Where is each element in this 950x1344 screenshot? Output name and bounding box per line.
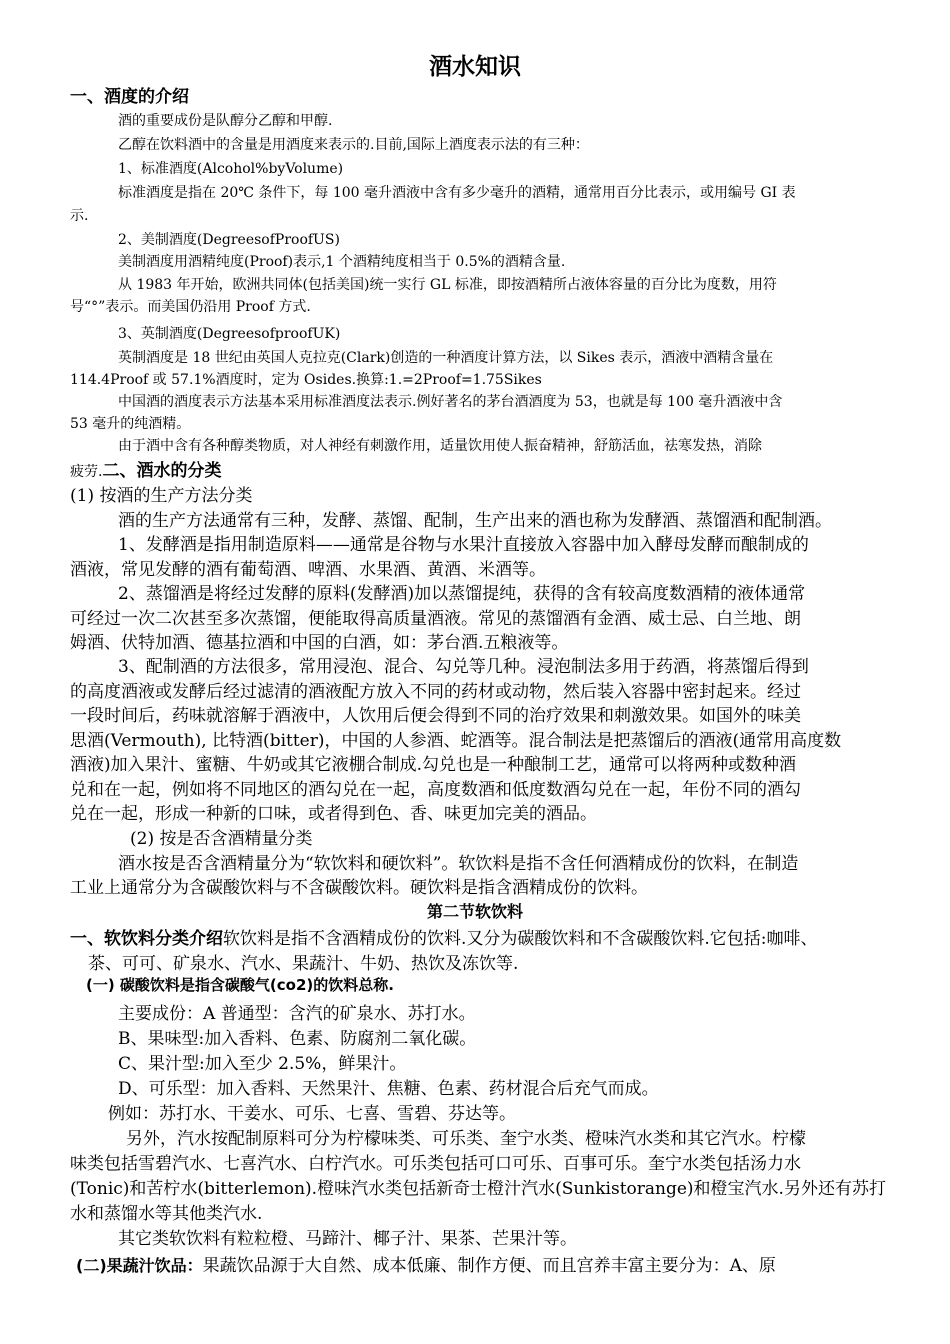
paragraph-line: 3、配制酒的方法很多，常用浸泡、混合、勾兑等几种。浸泡制法多用于药酒，将蒸馏后得到 xyxy=(118,657,809,677)
paragraph-line: 1、发酵酒是指用制造原料——通常是谷物与水果汁直接放入容器中加入酵母发酵而酿制成的 xyxy=(118,535,809,555)
paragraph-line: 酒的重要成份是队醇分乙醇和甲醇. xyxy=(118,113,333,129)
paragraph-line xyxy=(76,1251,910,1276)
subheading-fruit-vegetable-juice: (二)果蔬汁饮品： xyxy=(76,1256,203,1275)
paragraph-line: C、果汁型:加入至少 2.5%，鲜果汁。 xyxy=(118,1054,407,1074)
paragraph-line: 美制酒度用酒精纯度(Proof)表示,1 个酒精纯度相当于 0.5%的酒精含量. xyxy=(118,254,566,270)
paragraph-line: 酒液，常见发酵的酒有葡萄酒、啤酒、水果酒、黄酒、米酒等。 xyxy=(70,560,546,580)
paragraph-line: 茶、可可、矿泉水、汽水、果蔬汁、牛奶、热饮及冻饮等. xyxy=(88,954,519,974)
paragraph-line: 从 1983 年开始，欧洲共同体(包括美国)统一实行 GL 标准，即按酒精所占液体容量的百分比为度数，用符 xyxy=(118,277,777,293)
paragraph-line: 姆酒、伏特加酒、德基拉酒和中国的白酒，如：茅台酒.五粮液等。 xyxy=(70,633,569,653)
paragraph-line: 其它类软饮料有粒粒橙、马蹄汁、椰子汁、果茶、芒果汁等。 xyxy=(118,1229,577,1249)
subheading-production-method: (1) 按酒的生产方法分类 xyxy=(70,486,253,506)
paragraph-line: 1、标准酒度(Alcohol%byVolume) xyxy=(118,161,344,177)
paragraph-line: (Tonic)和苦柠水(bitterlemon).橙味汽水类包括新奇士橙汁汽水(Sunkistorange)和橙宝汽水.另外还有苏打 xyxy=(70,1179,886,1199)
paragraph-text: 果蔬饮品源于大自然、成本低廉、制作方便、而且宫养丰富主要分为：A、原 xyxy=(202,1256,776,1276)
paragraph-line: 工业上通常分为含碳酸饮料与不含碳酸饮料。硬饮料是指含酒精成份的饮料。 xyxy=(70,878,648,898)
section-heading-alcohol-degree: 一、酒度的介绍 xyxy=(70,87,189,107)
paragraph-tail: 疲劳. xyxy=(70,464,103,480)
paragraph-line: B、果味型:加入香料、色素、防腐剂二氧化碳。 xyxy=(118,1029,477,1049)
paragraph-line: 英制酒度是 18 世纪由英国人克拉克(Clark)创造的一种酒度计算方法，以 Sikes 表示，酒液中酒精含量在 xyxy=(118,350,774,366)
paragraph-line: 可经过一次二次甚至多次蒸馏，便能取得高质量酒液。常见的蒸馏酒有金酒、威士忌、白兰地、朗 xyxy=(70,609,801,629)
paragraph-line: 示. xyxy=(70,208,89,224)
paragraph-line: 号“°”表示。而美国仍沿用 Proof 方式. xyxy=(70,299,311,315)
paragraph-line: 3、英制酒度(DegreesofproofUK) xyxy=(118,326,341,342)
paragraph-line: 标准酒度是指在 20℃ 条件下，每 100 毫升酒液中含有多少毫升的酒精，通常用百分比表示，或用编号 GI 表 xyxy=(118,185,796,201)
page-title: 酒水知识 xyxy=(429,54,521,80)
paragraph-line: 另外，汽水按配制原料可分为柠檬味类、可乐类、奎宁水类、橙味汽水类和其它汽水。柠檬 xyxy=(126,1129,806,1149)
paragraph-line xyxy=(70,924,910,949)
paragraph-line: 2、蒸馏酒是将经过发酵的原料(发酵酒)加以蒸馏提纯，获得的含有较高度数酒精的液体通常 xyxy=(118,584,806,604)
section-title-soft-drinks: 第二节软饮料 xyxy=(426,902,523,921)
paragraph-line: 思酒(Vermouth), 比特酒(bitter)，中国的人参酒、蛇酒等。混合制法是把蒸馏后的酒液(通常用高度数 xyxy=(70,731,842,751)
paragraph-line: 53 毫升的纯酒精。 xyxy=(70,416,191,432)
section-heading-drink-classification: 二、酒水的分类 xyxy=(102,461,222,481)
paragraph-line: 例如：苏打水、干姜水、可乐、七喜、雪碧、芬达等。 xyxy=(108,1104,516,1124)
paragraph-line: 一段时间后，药味就溶解于酒液中，人饮用后便会得到不同的治疗效果和刺激效果。如国外的味美 xyxy=(70,706,801,726)
paragraph-line: 兑在一起，形成一种新的口味，或者得到色、香、味更加完美的酒品。 xyxy=(70,804,597,824)
paragraph-line: D、可乐型：加入香料、天然果汁、焦糖、色素、药材混合后充气而成。 xyxy=(118,1079,659,1099)
paragraph-line: 2、美制酒度(DegreesofProofUS) xyxy=(118,232,340,248)
paragraph-line: 的高度酒液或发酵后经过滤清的酒液配方放入不同的药材或动物，然后装入容器中密封起来。经过 xyxy=(70,682,801,702)
paragraph-line: 主要成份：A 普通型：含汽的矿泉水、苏打水。 xyxy=(118,1004,476,1024)
paragraph-line: 酒的生产方法通常有三种，发酵、蒸馏、配制，生产出来的酒也称为发酵酒、蒸馏酒和配制酒。 xyxy=(118,511,832,531)
paragraph-line: 水和蒸馏水等其他类汽水. xyxy=(70,1204,263,1224)
paragraph-line: 由于酒中含有各种醇类物质，对人神经有刺激作用，适量饮用使人振奋精神，舒筋活血，祛寒发热，消除 xyxy=(118,438,762,454)
paragraph-line: 味类包括雪碧汽水、七喜汽水、白柠汽水。可乐类包括可口可乐、百事可乐。奎宁水类包括汤力水 xyxy=(70,1154,801,1174)
paragraph-line: 114.4Proof 或 57.1%酒度时，定为 Osides.换算:1.=2Proof=1.75Sikes xyxy=(70,372,542,388)
section-heading-soft-drink-intro: 一、软饮料分类介绍 xyxy=(70,929,223,949)
paragraph-line xyxy=(70,456,910,481)
paragraph-line: 酒液)加入果汁、蜜糖、牛奶或其它液棚合制成.勾兑也是一种酿制工艺，通常可以将两种或数种酒 xyxy=(70,755,797,775)
paragraph-line: 中国酒的酒度表示方法基本采用标准酒度法表示.例好著名的茅台酒酒度为 53，也就是每 100 毫升酒液中含 xyxy=(118,394,783,410)
subheading-alcohol-content: (2) 按是否含酒精量分类 xyxy=(130,829,313,849)
subheading-carbonated: (一) 碳酸饮料是指含碳酸气(co2)的饮料总称. xyxy=(86,976,394,994)
paragraph-line: 乙醇在饮料酒中的含量是用酒度来表示的.目前,国际上酒度表示法的有三种： xyxy=(118,137,589,153)
paragraph-line: 兑和在一起，例如将不同地区的酒勾兑在一起，高度数酒和低度数酒勾兑在一起，年份不同的酒勾 xyxy=(70,780,801,800)
paragraph-line: 酒水按是否含酒精量分为“软饮料和硬饮料”。软饮料是指不含任何酒精成份的饮料，在制造 xyxy=(118,854,799,874)
paragraph-text: 软饮料是指不含酒精成份的饮料.又分为碳酸饮料和不含碳酸饮料.它包括:咖啡、 xyxy=(223,929,818,949)
